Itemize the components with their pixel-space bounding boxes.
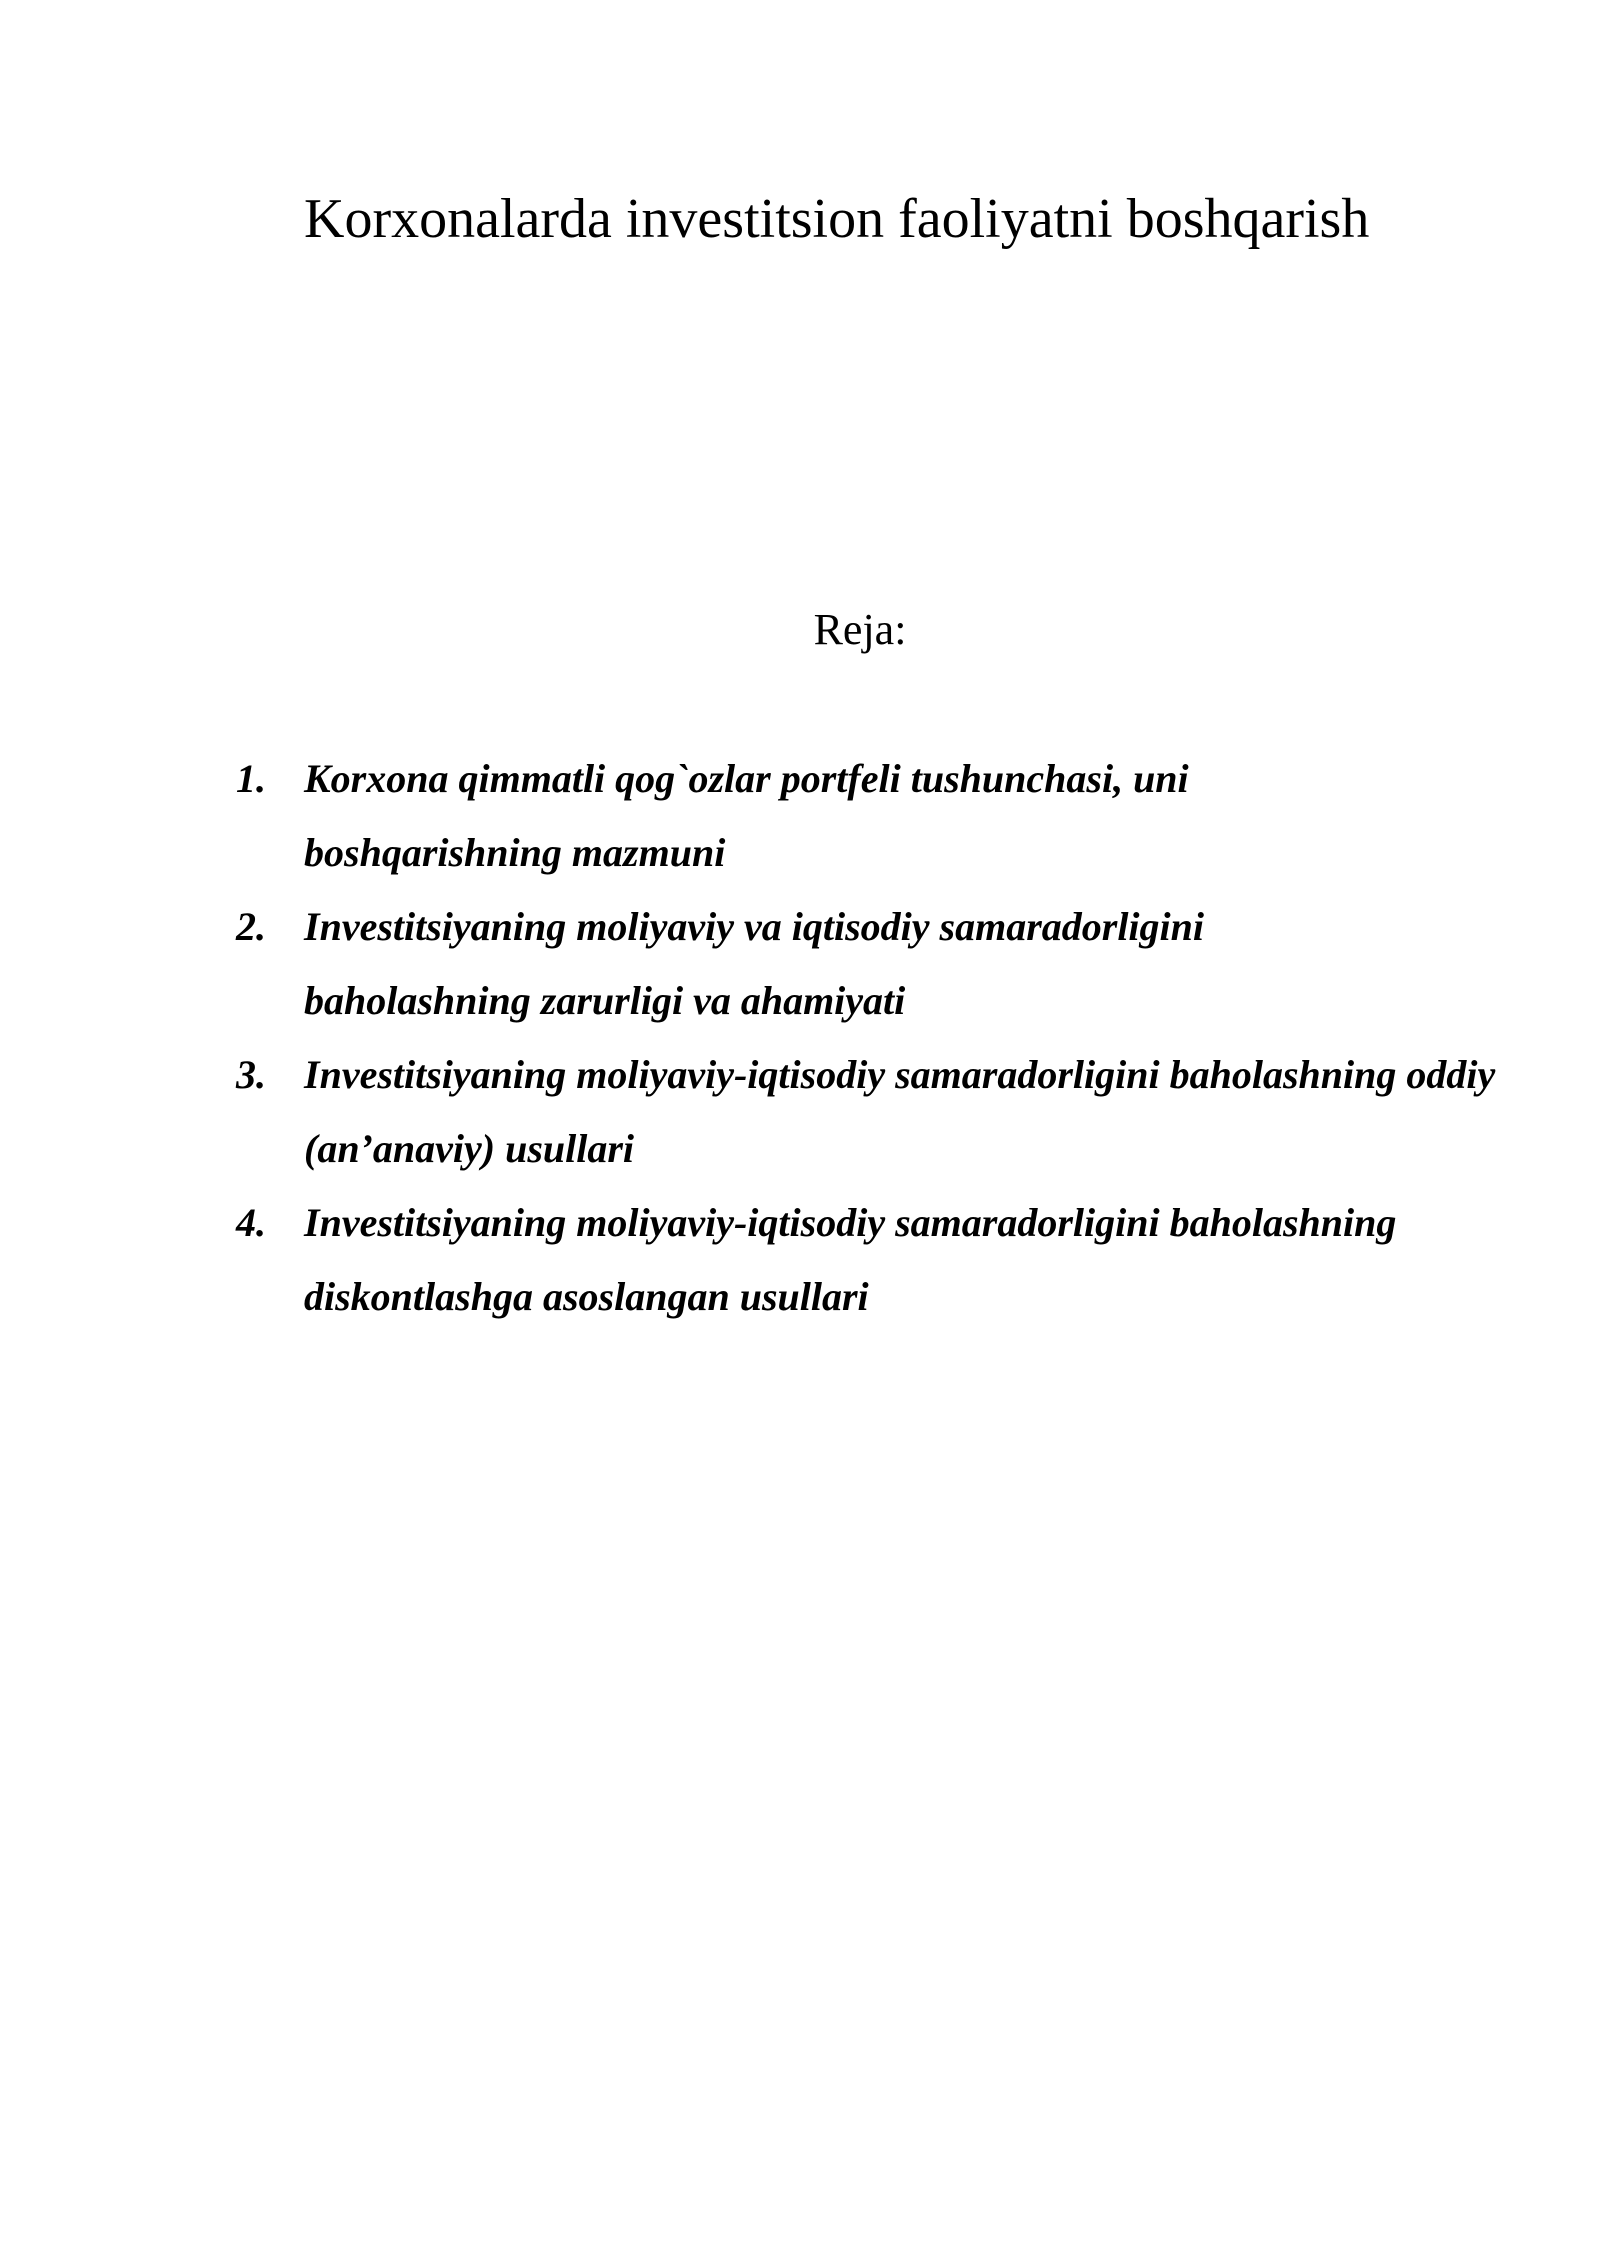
plan-item <box>236 742 1536 890</box>
plan-item-text: Korxona qimmatli qog`ozlar portfeli tushunchasi, uni boshqarishning mazmuni <box>304 756 1189 875</box>
plan-item-number: 4. <box>236 1200 266 1245</box>
plan-item <box>236 890 1536 1038</box>
plan-item-text: Investitsiyaning moliyaviy-iqtisodiy samaradorligini baholashning oddiy (an’anaviy) usullari <box>304 1052 1496 1171</box>
plan-item-text: Investitsiyaning moliyaviy va iqtisodiy samaradorligini baholashning zarurligi va ahamiyati <box>304 904 1205 1023</box>
plan-list <box>236 742 1536 1334</box>
plan-item-number: 1. <box>236 756 266 801</box>
plan-item <box>236 1038 1536 1186</box>
plan-item-number: 2. <box>236 904 266 949</box>
plan-item-text: Investitsiyaning moliyaviy-iqtisodiy samaradorligini baholashning diskontlashga asoslangan usullari <box>304 1200 1397 1319</box>
plan-item <box>236 1186 1536 1334</box>
plan-item-number: 3. <box>236 1052 266 1097</box>
page-title: Korxonalarda investitsion faoliyatni boshqarish <box>304 187 1370 250</box>
plan-heading: Reja: <box>813 605 907 654</box>
